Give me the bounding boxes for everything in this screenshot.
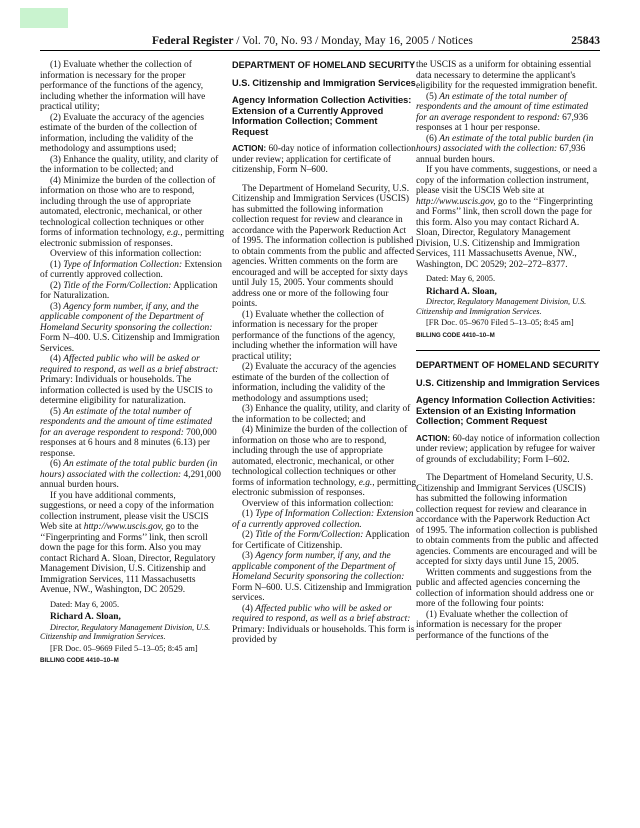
action-paragraph: ACTION: 60-day notice of information collection under review; application by refugee for waiver of grounds of excludability; Form I–602. (416, 433, 600, 465)
notice-title: Agency Information Collection Activities: Extension of an Existing Information Collection; Comment Request (416, 395, 596, 426)
paragraph: If you have additional comments, suggestions, or need a copy of the information collection instrument, please visit the USCIS Web site at http://www.uscis.gov, go to the ‘‘Fingerprinting and Forms’’ link, then scroll down the page for this form. Also you may contact Richard A. Sloan, Director, Regulatory Management Division, U.S. Citizenship and Immigration Services, 111 Massachusetts Avenue, NW., Washington, DC 20529. (40, 490, 216, 595)
billing-code: BILLING CODE 4410–10–M (40, 657, 119, 664)
page-number: 25843 (571, 35, 600, 47)
list-item: (5) An estimate of the total number of respondents and the amount of time estimated for an average respondent to respond: 67,936 responses at 1 hour per response. (416, 91, 589, 133)
paragraph: The Department of Homeland Security, U.S. Citizenship and Immigrant Services (USCIS) has submitted the following information collection request for review and clearance in accordance with the Paperwork Reduction Act of 1995. The information collection is published to obtain comments from the public and affected agencies. Comments are encouraged and will be accepted for sixty days until June 15, 2005. (416, 473, 599, 567)
action-label: ACTION: (416, 433, 451, 443)
issue-info: / Vol. 70, No. 93 / Monday, May 16, 2005 / Notices (233, 35, 473, 47)
list-item: (1) Type of Information Collection: Extension of a currently approved collection. (232, 509, 414, 530)
publication-name: Federal Register (152, 35, 234, 47)
column-1 (40, 60, 224, 667)
signature-name: Richard A. Sloan, (426, 286, 497, 297)
paragraph: (1) Evaluate whether the collection of information is necessary for the proper performance of the functions of the agency, including whether the information will have practical utility; (40, 60, 206, 112)
fr-doc-line: [FR Doc. 05–9670 Filed 5–13–05; 8:45 am] (426, 318, 574, 327)
list-item: (2) Title of the Form/Collection: Application for Certificate of Citizenship. (232, 530, 410, 551)
paragraph: (1) Evaluate whether the collection of information is necessary for the proper performance of the functions of the (416, 609, 568, 641)
list-item: (4) Affected public who will be asked or required to respond, as well as a brief abstract: Primary: Individuals or households. This form is provided by (232, 603, 415, 645)
fr-doc-line: [FR Doc. 05–9669 Filed 5–13–05; 8:45 am] (50, 643, 198, 653)
list-item: (5) An estimate of the total number of respondents and the amount of time estimated for an average respondent to respond: 700,000 responses at 6 hours and 8 minutes (6.13) per response. (40, 406, 217, 459)
signature-title: Director, Regulatory Management Division, U.S. Citizenship and Immigration Services. (40, 622, 211, 641)
notice-title: Agency Information Collection Activities: Extension of a Currently Approved Information Collection; Comment Request (232, 95, 412, 137)
page-header (40, 35, 600, 49)
agency-subheading: U.S. Citizenship and Immigration Services (416, 377, 600, 388)
paragraph: (4) Minimize the burden of the collection of information on those who are to respond, including through the use of appropriate automated, electronic, mechanical, or other technological collection techniques or other forms of information technology, e.g., permitting electronic submission of responses. (232, 425, 417, 498)
uscis-link[interactable]: http://www.uscis.gov, (416, 196, 496, 207)
agency-subheading: U.S. Citizenship and Immigration Services (232, 77, 416, 88)
section-rule (416, 350, 600, 351)
highlight-tab (20, 8, 68, 28)
paragraph: (2) Evaluate the accuracy of the agencies estimate of the burden of the collection of information, including the validity of the methodology and assumptions used; (232, 362, 397, 404)
paragraph: (2) Evaluate the accuracy of the agencies estimate of the burden of the collection of information, including the validity of the methodology and assumptions used; (40, 112, 205, 154)
list-item: (3) Agency form number, if any, and the applicable component of the Department of Homeland Security sponsoring the collection: Form N–400. U.S. Citizenship and Immigration Services. (40, 301, 220, 354)
paragraph: (3) Enhance the quality, utility, and clarity of the information to be collected; and (40, 154, 219, 175)
dated-line: Dated: May 6, 2005. (426, 274, 496, 283)
paragraph: the USCIS as a uniform for obtaining essential data necessary to determine the applicant's eligibility for the requested immigration benefit. (416, 60, 598, 91)
dated-line: Dated: May 6, 2005. (50, 599, 120, 609)
paragraph: The Department of Homeland Security, U.S. Citizenship and Immigration Services (USCIS) has submitted the following information collection request for review and clearance in accordance with the Paperwork Reduction Act of 1995. The information collection is published to obtain comments from the public and affected agencies. Written comments on the form are encouraged and will be accepted for sixty days until July 15, 2005. Your comments should address one or more of the following four points. (232, 183, 415, 309)
paragraph: (4) Minimize the burden of the collection of information on those who are to respond, including through the use of appropriate automated, electronic, mechanical, or other technological collection techniques or other forms of information technology, e.g., permitting electronic submission of responses. (40, 175, 225, 249)
billing-code: BILLING CODE 4410–10–M (416, 331, 495, 339)
paragraph: (3) Enhance the quality, utility, and clarity of the information to be collected; and (232, 404, 411, 425)
list-item: (6) An estimate of the total public burden (in hours) associated with the collection: 67,936 annual burden hours. (416, 133, 594, 165)
action-paragraph: ACTION: 60-day notice of information collection under review; application for certificate of citizenship, Form N–600. (232, 144, 416, 175)
signature-title: Director, Regulatory Management Division, U.S. Citizenship and Immigration Services. (416, 297, 587, 316)
list-item: (1) Type of Information Collection: Extension of currently approved collection. (40, 259, 222, 280)
uscis-link[interactable]: http://www.uscis.gov, (83, 522, 164, 532)
department-heading: DEPARTMENT OF HOMELAND SECURITY (416, 360, 600, 370)
paragraph: (1) Evaluate whether the collection of information is necessary for the proper performance of the functions of the agency, including whether the information will have practical utility; (232, 309, 398, 362)
paragraph: If you have comments, suggestions, or need a copy of the information collection instrument, please visit the USCIS Web site at http://www.uscis.gov, go to the ‘‘Fingerprinting and Forms’’ link, then scroll down the page for this form. Also you may contact Richard A. Sloan, Director, Regulatory Management Division, U.S. Citizenship and Immigration Services, 111 Massachusetts Avenue, NW., Washington, DC 20529; 202–272–8377. (416, 165, 598, 270)
paragraph: Overview of this information collection: (50, 249, 202, 259)
header-rule (40, 50, 600, 51)
signature-name: Richard A. Sloan, (50, 612, 121, 622)
department-heading: DEPARTMENT OF HOMELAND SECURITY (232, 60, 416, 70)
list-item: (6) An estimate of the total public burden (in hours) associated with the collection: 4,291,000 annual burden hours. (40, 459, 221, 490)
list-item: (3) Agency form number, if any, and the applicable component of the Department of Homeland Security sponsoring the collection: Form N–600. U.S. Citizenship and Immigration services. (232, 551, 412, 603)
action-label: ACTION: (232, 144, 267, 153)
running-head (152, 35, 473, 47)
list-item: (4) Affected public who will be asked or required to respond, as well as a brief abstract: Primary: Individuals or households. The information collected is used by the USCIS to determine eligibility for naturalization. (40, 354, 219, 406)
paragraph: Written comments and suggestions from the public and affected agencies concerning the collection of information should address one or more of the following four points: (416, 567, 594, 609)
paragraph: Overview of this information collection: (242, 498, 394, 509)
column-2 (232, 60, 416, 646)
column-3 (416, 60, 600, 641)
list-item: (2) Title of the Form/Collection: Application for Naturalization. (40, 280, 218, 301)
